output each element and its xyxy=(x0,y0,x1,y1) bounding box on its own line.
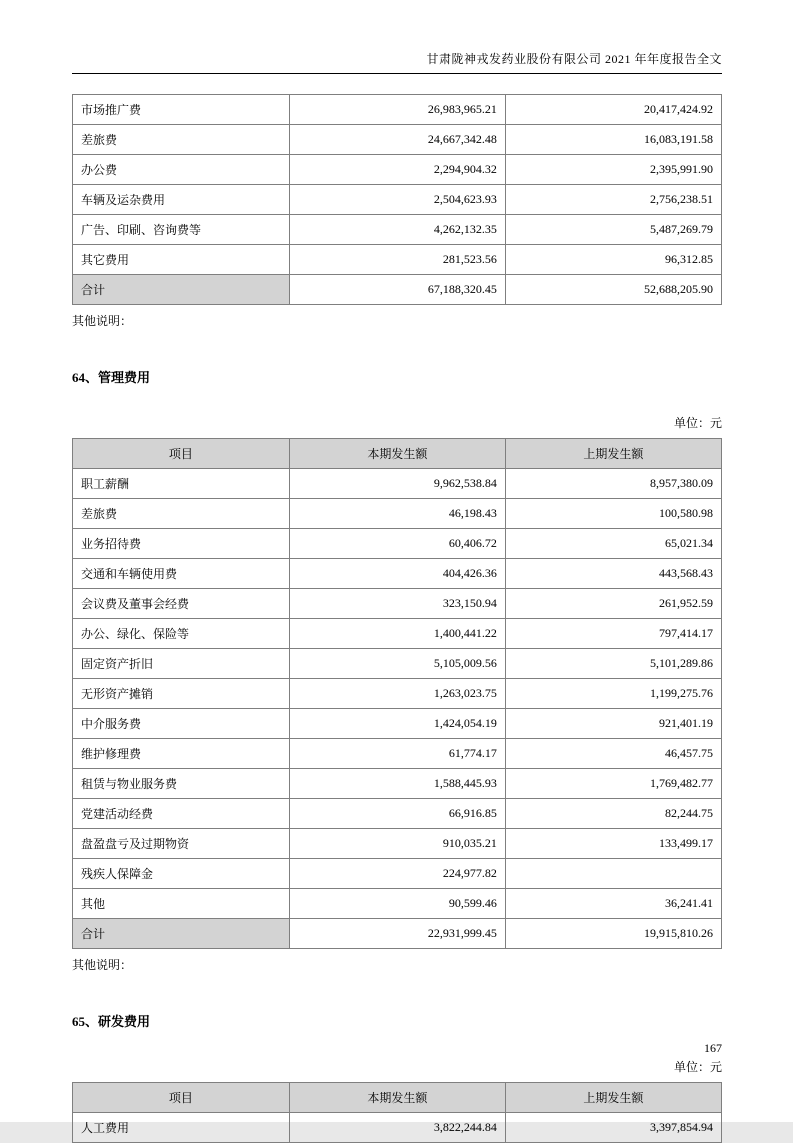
row-current-amount: 90,599.46 xyxy=(289,889,505,919)
row-prior-amount: 133,499.17 xyxy=(505,829,721,859)
table-row xyxy=(73,829,722,859)
row-current-amount: 910,035.21 xyxy=(289,829,505,859)
row-current-amount: 3,822,244.84 xyxy=(289,1113,505,1143)
page-number: 167 xyxy=(704,1041,722,1055)
table-header-row xyxy=(73,439,722,469)
row-prior-amount: 797,414.17 xyxy=(505,619,721,649)
row-label: 残疾人保障金 xyxy=(73,859,290,889)
rd-expenses-table xyxy=(72,1082,722,1143)
row-label: 无形资产摊销 xyxy=(73,679,290,709)
row-current-amount: 67,188,320.45 xyxy=(289,275,505,305)
management-expenses-table xyxy=(72,438,722,949)
row-label: 差旅费 xyxy=(73,499,290,529)
row-prior-amount: 52,688,205.90 xyxy=(505,275,721,305)
row-label: 广告、印刷、咨询费等 xyxy=(73,215,290,245)
row-prior-amount: 36,241.41 xyxy=(505,889,721,919)
table-row xyxy=(73,559,722,589)
table-row xyxy=(73,589,722,619)
row-label: 办公费 xyxy=(73,155,290,185)
table-row xyxy=(73,919,722,949)
table-row xyxy=(73,275,722,305)
table-row xyxy=(73,619,722,649)
table-row xyxy=(73,245,722,275)
table-row xyxy=(73,889,722,919)
row-prior-amount: 8,957,380.09 xyxy=(505,469,721,499)
row-current-amount: 46,198.43 xyxy=(289,499,505,529)
row-prior-amount: 82,244.75 xyxy=(505,799,721,829)
column-header-current-period: 本期发生额 xyxy=(289,439,505,469)
row-prior-amount: 100,580.98 xyxy=(505,499,721,529)
row-prior-amount: 46,457.75 xyxy=(505,739,721,769)
row-prior-amount: 261,952.59 xyxy=(505,589,721,619)
row-current-amount: 1,588,445.93 xyxy=(289,769,505,799)
row-prior-amount: 5,101,289.86 xyxy=(505,649,721,679)
row-current-amount: 66,916.85 xyxy=(289,799,505,829)
row-label: 车辆及运杂费用 xyxy=(73,185,290,215)
row-prior-amount: 1,199,275.76 xyxy=(505,679,721,709)
table-row xyxy=(73,799,722,829)
row-current-amount: 22,931,999.45 xyxy=(289,919,505,949)
row-label: 其他 xyxy=(73,889,290,919)
other-note: 其他说明： xyxy=(72,958,133,972)
row-current-amount: 281,523.56 xyxy=(289,245,505,275)
row-prior-amount: 3,397,854.94 xyxy=(505,1113,721,1143)
table-row xyxy=(73,95,722,125)
row-prior-amount: 2,395,991.90 xyxy=(505,155,721,185)
column-header-item: 项目 xyxy=(73,439,290,469)
row-label: 会议费及董事会经费 xyxy=(73,589,290,619)
row-label: 合计 xyxy=(73,275,290,305)
row-label: 业务招待费 xyxy=(73,529,290,559)
table-row xyxy=(73,469,722,499)
row-prior-amount: 16,083,191.58 xyxy=(505,125,721,155)
row-prior-amount: 5,487,269.79 xyxy=(505,215,721,245)
row-current-amount: 4,262,132.35 xyxy=(289,215,505,245)
row-label: 维护修理费 xyxy=(73,739,290,769)
row-current-amount: 224,977.82 xyxy=(289,859,505,889)
row-current-amount: 26,983,965.21 xyxy=(289,95,505,125)
row-current-amount: 2,504,623.93 xyxy=(289,185,505,215)
row-label: 中介服务费 xyxy=(73,709,290,739)
table-row xyxy=(73,155,722,185)
section-heading-64: 64、管理费用 xyxy=(72,370,151,385)
row-current-amount: 323,150.94 xyxy=(289,589,505,619)
column-header-prior-period: 上期发生额 xyxy=(505,439,721,469)
table-row xyxy=(73,769,722,799)
table-row xyxy=(73,185,722,215)
row-prior-amount: 19,915,810.26 xyxy=(505,919,721,949)
row-label: 人工费用 xyxy=(73,1113,290,1143)
table-row xyxy=(73,679,722,709)
row-label: 差旅费 xyxy=(73,125,290,155)
row-current-amount: 1,424,054.19 xyxy=(289,709,505,739)
row-current-amount: 1,263,023.75 xyxy=(289,679,505,709)
table-row xyxy=(73,529,722,559)
row-current-amount: 5,105,009.56 xyxy=(289,649,505,679)
column-header-item: 项目 xyxy=(73,1083,290,1113)
row-prior-amount xyxy=(505,859,721,889)
table-row xyxy=(73,859,722,889)
row-prior-amount: 1,769,482.77 xyxy=(505,769,721,799)
table-row xyxy=(73,739,722,769)
table-row xyxy=(73,215,722,245)
row-current-amount: 404,426.36 xyxy=(289,559,505,589)
table-row xyxy=(73,125,722,155)
row-label: 合计 xyxy=(73,919,290,949)
row-label: 职工薪酬 xyxy=(73,469,290,499)
other-note: 其他说明： xyxy=(72,314,133,328)
row-current-amount: 2,294,904.32 xyxy=(289,155,505,185)
row-label: 盘盈盘亏及过期物资 xyxy=(73,829,290,859)
row-prior-amount: 96,312.85 xyxy=(505,245,721,275)
section-heading-65: 65、研发费用 xyxy=(72,1014,151,1029)
row-prior-amount: 2,756,238.51 xyxy=(505,185,721,215)
table-header-row xyxy=(73,1083,722,1113)
row-current-amount: 61,774.17 xyxy=(289,739,505,769)
selling-expenses-table xyxy=(72,94,722,305)
row-prior-amount: 20,417,424.92 xyxy=(505,95,721,125)
table-row xyxy=(73,1113,722,1143)
column-header-prior-period: 上期发生额 xyxy=(505,1083,721,1113)
column-header-current-period: 本期发生额 xyxy=(289,1083,505,1113)
table-row xyxy=(73,649,722,679)
row-label: 党建活动经费 xyxy=(73,799,290,829)
table-row xyxy=(73,709,722,739)
header-divider xyxy=(72,73,722,74)
unit-label: 单位：元 xyxy=(673,1060,722,1074)
row-label: 办公、绿化、保险等 xyxy=(73,619,290,649)
report-header-title: 甘肃陇神戎发药业股份有限公司 2021 年年度报告全文 xyxy=(426,52,722,66)
row-label: 固定资产折旧 xyxy=(73,649,290,679)
row-label: 其它费用 xyxy=(73,245,290,275)
row-current-amount: 1,400,441.22 xyxy=(289,619,505,649)
row-current-amount: 24,667,342.48 xyxy=(289,125,505,155)
row-current-amount: 9,962,538.84 xyxy=(289,469,505,499)
row-prior-amount: 65,021.34 xyxy=(505,529,721,559)
row-prior-amount: 443,568.43 xyxy=(505,559,721,589)
unit-label: 单位：元 xyxy=(673,416,722,430)
table-row xyxy=(73,499,722,529)
row-label: 租赁与物业服务费 xyxy=(73,769,290,799)
row-label: 市场推广费 xyxy=(73,95,290,125)
row-prior-amount: 921,401.19 xyxy=(505,709,721,739)
page-content xyxy=(72,0,722,1143)
row-label: 交通和车辆使用费 xyxy=(73,559,290,589)
row-current-amount: 60,406.72 xyxy=(289,529,505,559)
